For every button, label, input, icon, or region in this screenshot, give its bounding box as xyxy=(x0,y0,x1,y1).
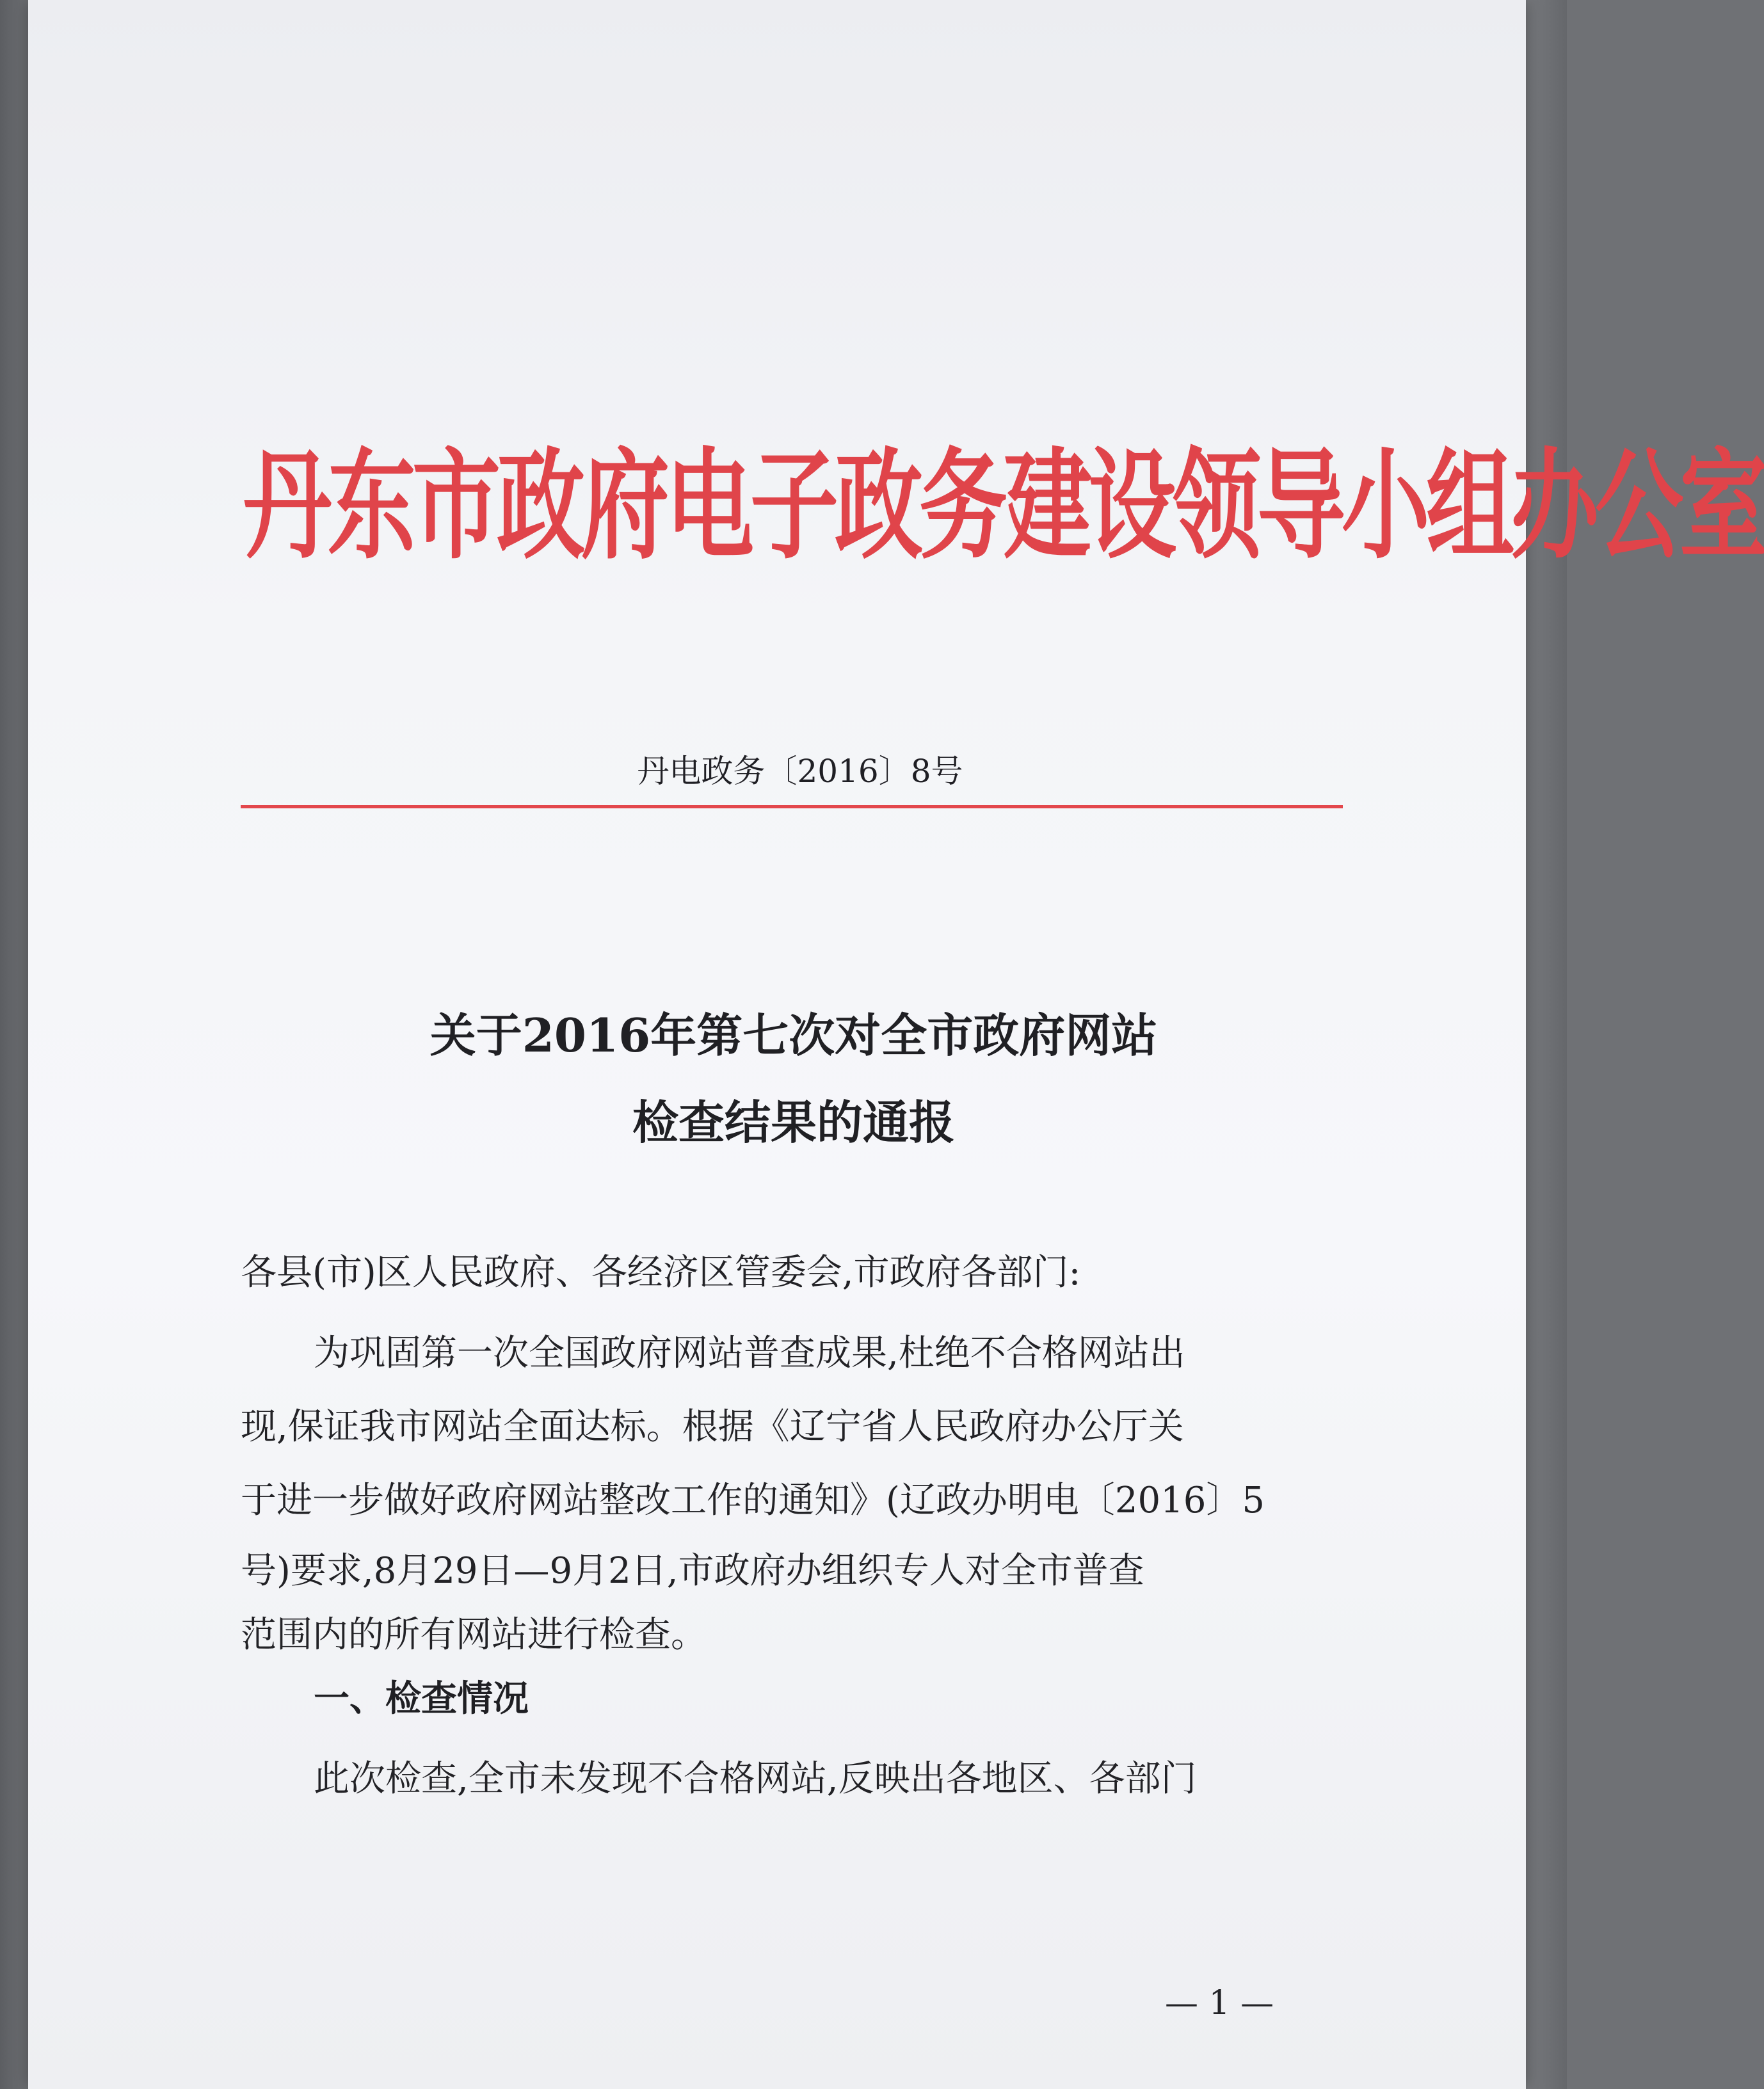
section-heading: 一、检查情况 xyxy=(314,1677,529,1720)
body-line: 号)要求,8月29日—9月2日,市政府办组织专人对全市普查 xyxy=(241,1550,1144,1592)
body-line: 为巩固第一次全国政府网站普查成果,杜绝不合格网站出 xyxy=(314,1333,1185,1374)
document-title-line-1: 关于2016年第七次对全市政府网站 xyxy=(429,1008,1158,1062)
issuing-organization-header: 丹东市政府电子政务建设领导小组办公室 xyxy=(243,435,1764,576)
document-number: 丹电政务〔2016〕8号 xyxy=(637,753,963,790)
page-number: — 1 — xyxy=(1165,1984,1274,2022)
body-line: 于进一步做好政府网站整改工作的通知》(辽政办明电〔2016〕5 xyxy=(241,1480,1265,1521)
red-separator-line xyxy=(241,805,1343,808)
salutation: 各县(市)区人民政府、各经济区管委会,市政府各部门: xyxy=(241,1252,1081,1293)
body-line: 现,保证我市网站全面达标。根据《辽宁省人民政府办公厅关 xyxy=(241,1406,1184,1448)
show-through-text xyxy=(271,211,310,260)
document-title-line-2: 检查结果的通报 xyxy=(632,1095,955,1149)
section-body-line: 此次检查,全市未发现不合格网站,反映出各地区、各部门 xyxy=(314,1758,1197,1800)
body-line: 范围内的所有网站进行检查。 xyxy=(241,1614,707,1656)
